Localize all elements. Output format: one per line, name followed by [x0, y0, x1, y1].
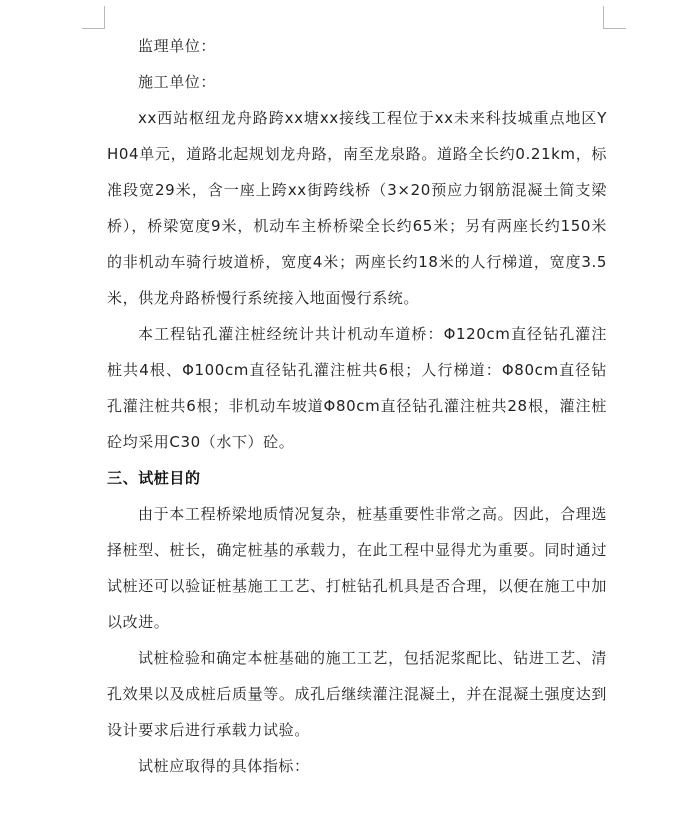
project-overview-paragraph: xx西站枢纽龙舟路跨xx塘xx接线工程位于xx未来科技城重点地区YH04单元，道路北起规划龙舟路，南至龙泉路。道路全长约0.21km，标准段宽29米，含一座上跨xx街跨线桥（3×20预应力钢筋混凝土简支梁桥），桥梁宽度9米，机动车主桥桥梁全长约65米；另有两座长约150米的非机动车骑行坡道桥，宽度4米；两座长约18米的人行梯道，宽度3.5米，供龙舟路桥慢行系统接入地面慢行系统。 — [107, 109, 607, 307]
supervisor-line: 监理单位： — [138, 37, 217, 55]
constructor-line: 施工单位： — [138, 73, 217, 91]
crop-mark-top-left — [82, 6, 105, 29]
indicators-paragraph: 试桩应取得的具体指标： — [138, 757, 310, 775]
document-body — [107, 28, 607, 784]
process-paragraph: 试桩检验和确定本桩基础的施工工艺，包括泥浆配比、钻进工艺、清孔效果以及成桩后质量等。成孔后继续灌注混凝土，并在混凝土强度达到设计要求后进行承载力试验。 — [107, 649, 607, 739]
section-heading-test-pile-purpose: 三、试桩目的 — [107, 469, 201, 487]
purpose-paragraph: 由于本工程桥梁地质情况复杂，桩基重要性非常之高。因此，合理选择桩型、桩长，确定桩基的承载力，在此工程中显得尤为重要。同时通过试桩还可以验证桩基施工工艺、打桩钻孔机具是否合理，以便在施工中加以改进。 — [107, 505, 607, 631]
pile-statistics-paragraph: 本工程钻孔灌注桩经统计共计机动车道桥：Φ120cm直径钻孔灌注桩共4根、Φ100cm直径钻孔灌注桩共6根；人行梯道：Φ80cm直径钻孔灌注桩共6根；非机动车坡道Φ80cm直径钻孔灌注桩共28根，灌注桩砼均采用C30（水下）砼。 — [107, 325, 607, 451]
crop-mark-top-right — [603, 6, 626, 29]
